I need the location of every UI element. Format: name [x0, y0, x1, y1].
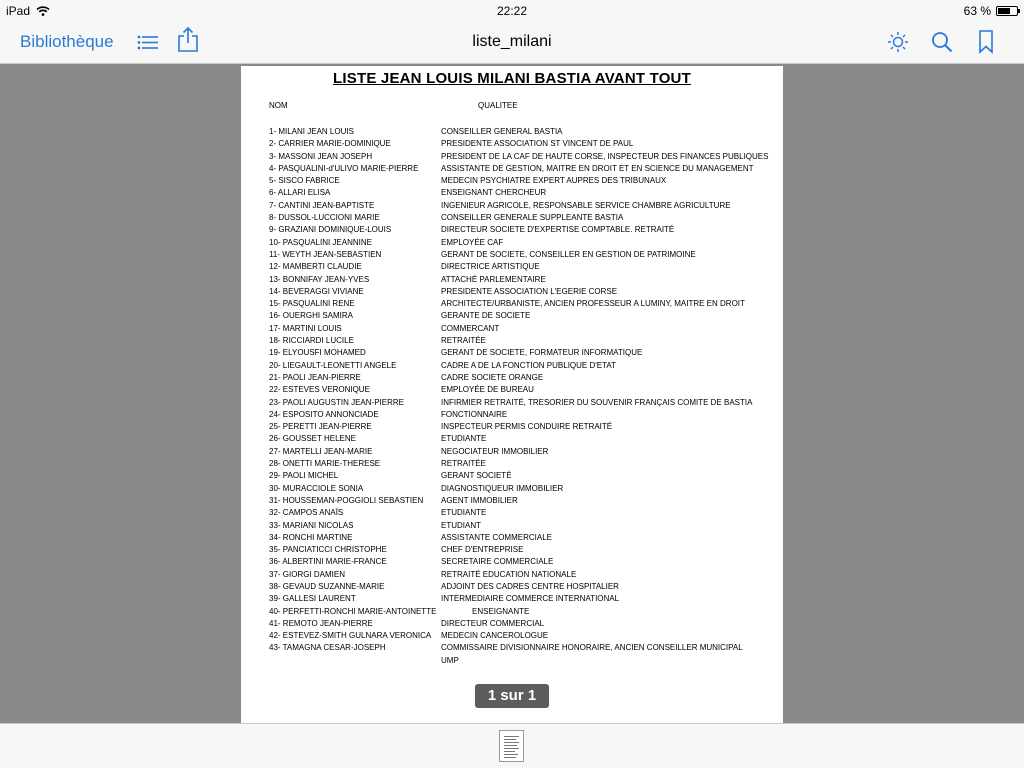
- status-bar: [0, 0, 1024, 22]
- member-qualite: DIAGNOSTIQUEUR IMMOBILIER: [441, 483, 564, 493]
- member-name: 13- BONNIFAY JEAN-YVES: [269, 274, 370, 284]
- page-thumbnail[interactable]: [499, 730, 524, 762]
- member-qualite: EMPLOYÉE DE BUREAU: [441, 385, 534, 395]
- list-item: [269, 335, 779, 347]
- list-item: [269, 212, 779, 224]
- member-name: 43- TAMAGNA CESAR-JOSEPH: [269, 643, 386, 653]
- member-name: 9- GRAZIANI DOMINIQUE-LOUIS: [269, 225, 392, 235]
- list-item: [269, 458, 779, 470]
- list-item: [269, 323, 779, 335]
- member-qualite: INSPECTEUR PERMIS CONDUIRE RETRAITÉ: [441, 422, 613, 432]
- member-qualite: CONSEILLER GENERAL BASTIA: [441, 127, 563, 136]
- battery-icon: [996, 6, 1018, 16]
- member-name: 22- ESTEVES VERONIQUE: [269, 385, 370, 395]
- list-item: [269, 421, 779, 433]
- member-name: 2- CARRIER MARIE-DOMINIQUE: [269, 139, 391, 149]
- member-name: 14- BEVERAGGI VIVIANE: [269, 286, 364, 296]
- column-header-qualitee: QUALITEE: [478, 101, 518, 110]
- column-header-nom: NOM: [269, 101, 288, 110]
- list-item: [269, 261, 779, 273]
- member-qualite: GERANTE DE SOCIETE: [441, 311, 531, 321]
- member-qualite-line2: UMP: [441, 655, 459, 665]
- member-qualite: RETRAITÉE: [441, 336, 486, 346]
- member-name: 17- MARTINI LOUIS: [269, 323, 342, 333]
- list-item: [269, 556, 779, 568]
- member-name: 1- MILANI JEAN LOUIS: [269, 127, 354, 136]
- member-qualite: COMMISSAIRE DIVISIONNAIRE HONORAIRE, ANCIEN CONSEILLER MUNICIPAL: [441, 643, 743, 653]
- member-qualite: SECRETAIRE COMMERCIALE: [441, 557, 554, 567]
- member-name: 29- PAOLI MICHEL: [269, 471, 339, 481]
- member-name: 12- MAMBERTI CLAUDIE: [269, 262, 362, 272]
- member-name: 38- GEVAUD SUZANNE-MARIE: [269, 581, 385, 591]
- list-item: [269, 237, 779, 249]
- member-qualite: EMPLOYÉE CAF: [441, 237, 504, 247]
- list-item: [269, 544, 779, 556]
- list-item: [269, 347, 779, 359]
- member-qualite: CADRE A DE LA FONCTION PUBLIQUE D'ETAT: [441, 360, 617, 370]
- member-name: 23- PAOLI AUGUSTIN JEAN-PIERRE: [269, 397, 404, 407]
- list-item: [269, 163, 779, 175]
- member-qualite: MEDECIN PSYCHIATRE EXPERT AUPRES DES TRIBUNAUX: [441, 176, 667, 186]
- member-name: 18- RICCIARDI LUCILE: [269, 336, 354, 346]
- battery-percent: 63 %: [963, 4, 991, 18]
- member-qualite: INFIRMIER RETRAITÉ, TRESORIER DU SOUVENIR FRANÇAIS COMITE DE BASTIA: [441, 397, 753, 407]
- nav-bar: [0, 22, 1024, 64]
- member-qualite: ETUDIANT: [441, 520, 481, 530]
- member-name: 7- CANTINI JEAN-BAPTISTE: [269, 200, 375, 210]
- member-name: 10- PASQUALINI JEANNINE: [269, 237, 372, 247]
- member-qualite: ADJOINT DES CADRES CENTRE HOSPITALIER: [441, 581, 619, 591]
- member-qualite: COMMERCANT: [441, 323, 500, 333]
- list-item: [269, 126, 779, 138]
- member-name: 3- MASSONI JEAN JOSEPH: [269, 151, 373, 161]
- member-name: 4- PASQUALINI-d'ULIVO MARIE-PIERRE: [269, 163, 419, 173]
- member-name: 37- GIORGI DAMIEN: [269, 569, 346, 579]
- member-name: 40- PERFETTI-RONCHI MARIE-ANTOINETTE: [269, 606, 437, 616]
- member-name: 21- PAOLI JEAN-PIERRE: [269, 372, 361, 382]
- list-item: [269, 360, 779, 372]
- doc-heading: LISTE JEAN LOUIS MILANI BASTIA AVANT TOUT: [333, 70, 691, 87]
- member-name: 6- ALLARI ELISA: [269, 188, 331, 198]
- list-item: [269, 372, 779, 384]
- thumbnail-bar: [0, 723, 1024, 768]
- member-qualite: NEGOCIATEUR IMMOBILIER: [441, 446, 549, 456]
- list-item: [269, 606, 779, 618]
- list-item: [269, 286, 779, 298]
- member-name: 39- GALLESI LAURENT: [269, 594, 356, 604]
- member-name: 16- OUERGHI SAMIRA: [269, 311, 354, 321]
- member-qualite: DIRECTEUR COMMERCIAL: [441, 618, 545, 628]
- member-qualite: INTERMEDIAIRE COMMERCE INTERNATIONAL: [441, 594, 620, 604]
- member-qualite: GERANT SOCIETÉ: [441, 471, 512, 481]
- member-qualite: ATTACHÉ PARLEMENTAIRE: [441, 274, 546, 284]
- member-name: 8- DUSSOL-LUCCIONI MARIE: [269, 213, 380, 223]
- member-qualite: DIRECTRICE ARTISTIQUE: [441, 262, 540, 272]
- list-item: [269, 274, 779, 286]
- list-item: [269, 138, 779, 150]
- list-item: [269, 593, 779, 605]
- list-item: [269, 630, 779, 642]
- list-item: [269, 520, 779, 532]
- member-qualite: ETUDIANTE: [441, 434, 487, 444]
- member-qualite: MEDECIN CANCEROLOGUE: [441, 631, 549, 641]
- member-qualite: AGENT IMMOBILIER: [441, 495, 518, 505]
- list-item: [269, 224, 779, 236]
- member-qualite: DIRECTEUR SOCIETE D'EXPERTISE COMPTABLE. RETRAITÉ: [441, 225, 675, 235]
- document-title: liste_milani: [472, 33, 552, 50]
- member-qualite: PRESIDENTE ASSOCIATION ST VINCENT DE PAUL: [441, 139, 634, 149]
- member-name: 32- CAMPOS ANAÏS: [269, 508, 344, 518]
- list-item: [269, 384, 779, 396]
- member-name: 27- MARTELLI JEAN-MARIE: [269, 446, 373, 456]
- list-item: [269, 483, 779, 495]
- list-item: [269, 470, 779, 482]
- member-qualite: FONCTIONNAIRE: [441, 409, 508, 419]
- list-item: [269, 433, 779, 445]
- member-qualite: GERANT DE SOCIETE, CONSEILLER EN GESTION DE PATRIMOINE: [441, 249, 696, 259]
- member-name: 5- SISCO FABRICE: [269, 176, 340, 186]
- list-item: [269, 495, 779, 507]
- member-name: 19- ELYOUSFI MOHAMED: [269, 348, 366, 358]
- library-back-button[interactable]: Bibliothèque: [20, 32, 114, 51]
- list-item: [269, 581, 779, 593]
- page-indicator: 1 sur 1: [475, 684, 549, 708]
- member-name: 20- LIEGAULT-LEONETTI ANGELE: [269, 360, 397, 370]
- member-name: 31- HOUSSEMAN-POGGIOLI SEBASTIEN: [269, 495, 424, 505]
- member-qualite: PRESIDENT DE LA CAF DE HAUTE CORSE, INSPECTEUR DES FINANCES PUBLIQUES: [441, 151, 769, 161]
- pdf-page: [241, 66, 783, 723]
- member-name: 33- MARIANI NICOLAS: [269, 520, 354, 530]
- member-name: 15- PASQUALINI RENE: [269, 299, 355, 309]
- list-item: [269, 187, 779, 199]
- list-item: [269, 446, 779, 458]
- member-name: 28- ONETTI MARIE-THERESE: [269, 459, 381, 469]
- status-time: 22:22: [496, 4, 528, 18]
- member-name: 11- WEYTH JEAN-SEBASTIEN: [269, 249, 382, 259]
- list-item: [269, 642, 779, 654]
- document-viewer[interactable]: [0, 64, 1024, 723]
- member-qualite: CHEF D'ENTREPRISE: [441, 545, 524, 555]
- status-right: [964, 4, 1018, 18]
- member-qualite: ARCHITECTE/URBANISTE, ANCIEN PROFESSEUR A LUMINY, MAITRE EN DROIT: [441, 299, 745, 309]
- member-name: 26- GOUSSET HELENE: [269, 434, 356, 444]
- list-item: [269, 200, 779, 212]
- bookmark-icon[interactable]: [978, 30, 994, 54]
- search-icon[interactable]: [931, 31, 953, 53]
- member-qualite: GERANT DE SOCIETE, FORMATEUR INFORMATIQUE: [441, 348, 643, 358]
- member-qualite: ASSISTANTE COMMERCIALE: [441, 532, 552, 542]
- member-name: 34- RONCHI MARTINE: [269, 532, 353, 542]
- member-name: 24- ESPOSITO ANNONCIADE: [269, 409, 379, 419]
- list-item: [269, 397, 779, 409]
- member-qualite: ETUDIANTE: [441, 508, 487, 518]
- member-qualite: RETRAITÉ EDUCATION NATIONALE: [441, 569, 577, 579]
- member-name: 35- PANCIATICCI CHRISTOPHE: [269, 545, 387, 555]
- member-name: 36- ALBERTINI MARIE-FRANCE: [269, 557, 387, 567]
- list-item: [269, 409, 779, 421]
- list-item: [269, 507, 779, 519]
- device-label: iPad: [6, 4, 31, 18]
- member-qualite: PRESIDENTE ASSOCIATION L'EGERIE CORSE: [441, 286, 618, 296]
- member-name: 25- PERETTI JEAN-PIERRE: [269, 422, 372, 432]
- member-qualite: ENSEIGNANTE: [472, 606, 530, 616]
- brightness-icon[interactable]: [887, 31, 909, 53]
- list-item: [269, 310, 779, 322]
- list-item: [269, 298, 779, 310]
- member-name: 42- ESTEVEZ-SMITH GULNARA VERONICA: [269, 631, 432, 641]
- member-qualite: INGENIEUR AGRICOLE, RESPONSABLE SERVICE CHAMBRE AGRICULTURE: [441, 200, 731, 210]
- list-item: [269, 151, 779, 163]
- member-name: 30- MURACCIOLE SONIA: [269, 483, 364, 493]
- member-qualite: CADRE SOCIETE ORANGE: [441, 372, 544, 382]
- member-qualite: CONSEILLER GENERALE SUPPLEANTE BASTIA: [441, 213, 624, 223]
- member-list: [269, 126, 779, 667]
- list-item: [269, 532, 779, 544]
- member-name: 41- REMOTO JEAN-PIERRE: [269, 618, 373, 628]
- list-item-continuation: [269, 655, 779, 667]
- list-item: [269, 175, 779, 187]
- member-qualite: RETRAITÉE: [441, 459, 486, 469]
- member-qualite: ASSISTANTE DE GESTION, MAITRE EN DROIT ET EN SCIENCE DU MANAGEMENT: [441, 163, 754, 173]
- member-qualite: ENSEIGNANT CHERCHEUR: [441, 188, 547, 198]
- list-item: [269, 569, 779, 581]
- list-item: [269, 618, 779, 630]
- list-item: [269, 249, 779, 261]
